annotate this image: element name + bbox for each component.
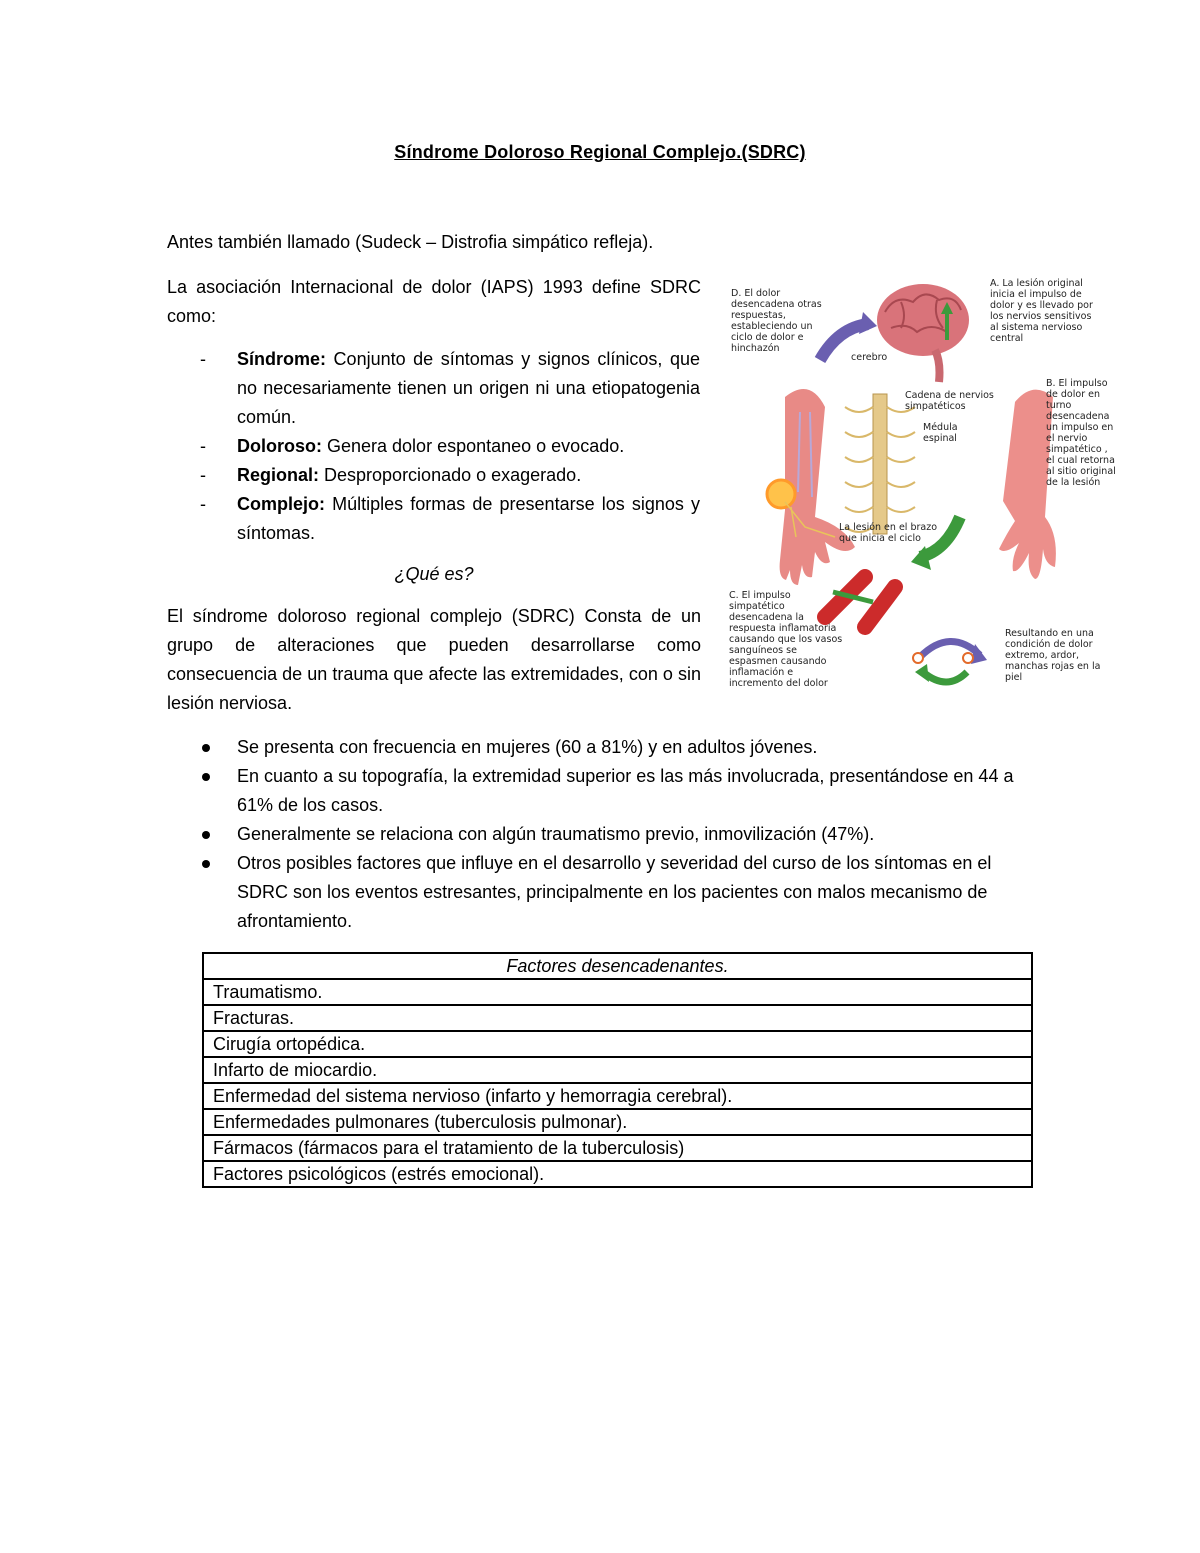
triggers-table (202, 952, 1033, 1188)
figure-label-c: C. El impulso simpatético desencadena la respuesta inflamatoria causando que los vasos sanguíneos se espasmen causando inflamación e incremento del dolor (729, 590, 843, 689)
definition-text: Genera dolor espontaneo o evocado. (322, 436, 625, 456)
definition-item: - Complejo: Múltiples formas de presentarse los signos y síntomas. (200, 494, 700, 543)
intro-paragraph: Antes también llamado (Sudeck – Distrofia simpático refleja). (167, 232, 654, 252)
figure-label-result: Resultando en una condición de dolor extremo, ardor, manchas rojas en la piel (1005, 628, 1101, 683)
spine-icon (845, 394, 915, 534)
brain-icon (877, 284, 969, 382)
definition-item: - Síndrome: Conjunto de síntomas y signos clínicos, que no necesariamente tienen un origen ni una etiopatogenia común. (200, 349, 700, 427)
table-row: Enfermedad del sistema nervioso (infarto y hemorragia cerebral). (203, 1083, 1032, 1109)
definition-item: - Doloroso: Genera dolor espontaneo o evocado. (200, 436, 625, 456)
definition-list (200, 345, 700, 548)
iaps-paragraph: La asociación Internacional de dolor (IAPS) 1993 define SDRC como: (167, 277, 701, 326)
figure-label-b: B. El impulso de dolor en turno desencadena un impulso en el nervio simpatético , el cual retorna al sitio original de la lesión (1046, 378, 1116, 488)
definition-item: - Regional: Desproporcionado o exagerado. (200, 465, 582, 485)
definition-text: Múltiples formas de presentarse los signos y síntomas. (237, 494, 700, 543)
table-row: Fracturas. (203, 1005, 1032, 1031)
page-title: Síndrome Doloroso Regional Complejo.(SDRC) (394, 142, 806, 162)
sdrc-cycle-figure (725, 272, 1125, 702)
arm-icon (767, 389, 855, 585)
table-row: Traumatismo. (203, 979, 1032, 1005)
fact-item: Se presenta con frecuencia en mujeres (60 a 81%) y en adultos jóvenes. (200, 733, 1040, 762)
definition-term: Regional: (237, 465, 320, 485)
table-row: Cirugía ortopédica. (203, 1031, 1032, 1057)
figure-label-cerebro: cerebro (851, 352, 888, 363)
figure-label-a: A. La lesión original inicia el impulso de dolor y es llevado por los nervios sensitivos al sistema nervioso central (990, 278, 1093, 344)
definition-term: Síndrome: (237, 349, 327, 369)
figure-label-medula: Médula espinal (923, 422, 958, 444)
figure-label-d: D. El dolor desencadena otras respuestas, estableciendo un ciclo de dolor e hinchazón (731, 288, 822, 354)
definition-text: Desproporcionado o exagerado. (319, 465, 582, 485)
fact-item: Generalmente se relaciona con algún traumatismo previo, inmovilización (47%). (200, 820, 1040, 849)
table-header: Factores desencadenantes. (203, 953, 1032, 979)
what-is-paragraph: El síndrome doloroso regional complejo (SDRC) Consta de un grupo de alteraciones que pueden desarrollarse como consecuencia de un trauma que afecte las extremidades, con o sin lesión nerviosa. (167, 606, 701, 713)
definition-text: Conjunto de síntomas y signos clínicos, que no necesariamente tienen un origen ni una etiopatogenia común. (237, 349, 700, 427)
fact-item: En cuanto a su topografía, la extremidad superior es las más involucrada, presentándose en 44 a 61% de los casos. (200, 762, 1040, 820)
figure-label-cadena: Cadena de nervios simpatéticos (905, 390, 994, 412)
table-row: Factores psicológicos (estrés emocional). (203, 1161, 1032, 1187)
definition-term: Doloroso: (237, 436, 322, 456)
facts-list (200, 733, 1040, 936)
figure-label-lesion: La lesión en el brazo que inicia el ciclo (839, 522, 938, 544)
table-row: Fármacos (fármacos para el tratamiento de la tuberculosis) (203, 1135, 1032, 1161)
cycle-arrows-icon (913, 641, 987, 682)
table-row: Enfermedades pulmonares (tuberculosis pulmonar). (203, 1109, 1032, 1135)
table-row: Infarto de miocardio. (203, 1057, 1032, 1083)
fact-item: Otros posibles factores que influye en el desarrollo y severidad del curso de los síntomas en el SDRC son los eventos estresantes, principalmente en los pacientes con malos mecanismo de afrontamiento. (200, 849, 1040, 936)
question-heading: ¿Qué es? (394, 564, 474, 584)
definition-term: Complejo: (237, 494, 325, 514)
